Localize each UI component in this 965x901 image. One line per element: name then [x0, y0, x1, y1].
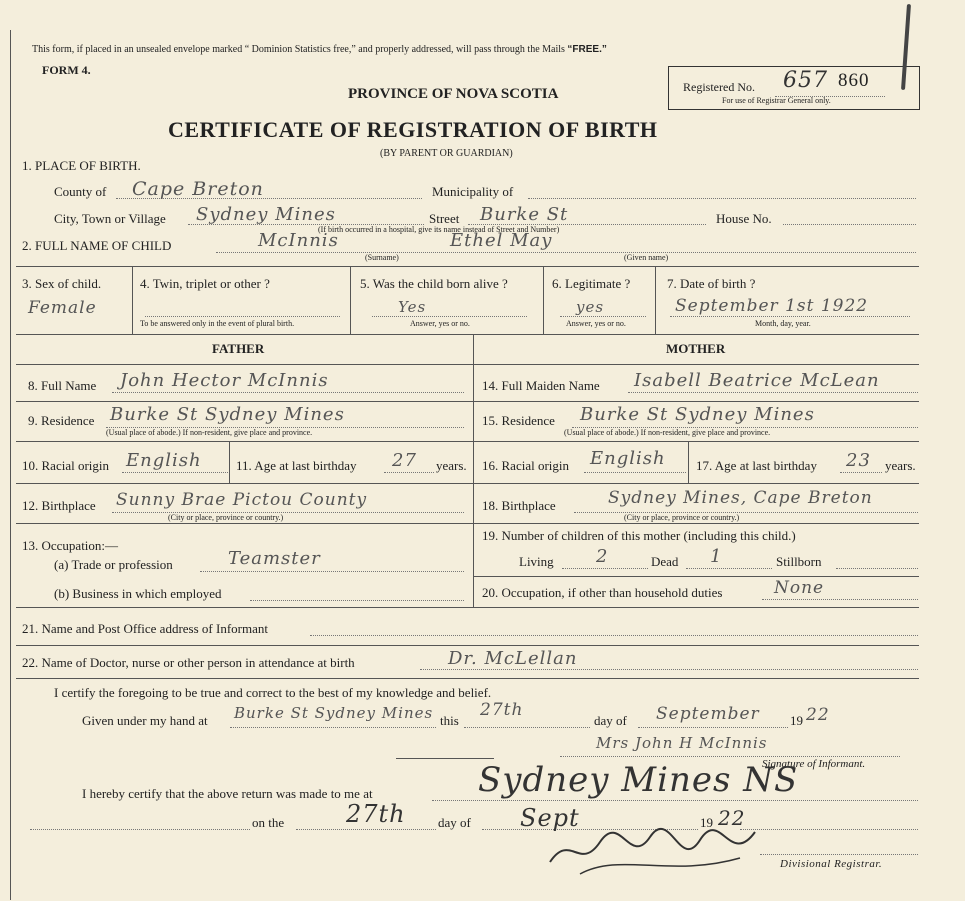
legitimate-value: yes	[576, 298, 605, 316]
alive-label: 5. Was the child born alive ?	[360, 276, 508, 291]
father-race-label: 10. Racial origin	[22, 458, 110, 473]
sex-value: Female	[28, 298, 97, 318]
left-border	[10, 30, 11, 900]
mother-name-value: Isabell Beatrice McLean	[634, 370, 880, 391]
registrar-general-note: For use of Registrar General only.	[722, 96, 831, 105]
living-label: Living	[519, 554, 554, 569]
mother-birthplace-value: Sydney Mines, Cape Breton	[608, 488, 873, 508]
mother-heading: MOTHER	[666, 341, 726, 356]
county-label: County of	[54, 184, 107, 199]
informant-signature: Mrs John H McInnis	[596, 734, 768, 752]
mother-years-label: years.	[885, 458, 916, 473]
street-value: Burke St	[480, 204, 569, 225]
free-label: “FREE.”	[567, 44, 607, 55]
sex-label: 3. Sex of child.	[22, 276, 102, 291]
father-years-label: years.	[436, 458, 467, 473]
county-value: Cape Breton	[132, 178, 264, 200]
registrar-year-value: 22	[718, 806, 746, 830]
dob-label: 7. Date of birth ?	[667, 276, 756, 291]
mail-notice-text: This form, if placed in an unsealed envelope marked “ Dominion Statistics free,” and properly addressed, will pass through the Mails	[32, 44, 565, 55]
child-given-name: Ethel May	[450, 230, 553, 251]
mother-birthplace-label: 18. Birthplace	[482, 498, 556, 513]
this-label: this	[440, 713, 459, 728]
city-value: Sydney Mines	[196, 204, 336, 225]
given-day-value: 27th	[480, 700, 524, 720]
mother-race-value: English	[590, 448, 666, 469]
on-the-label: on the	[252, 815, 285, 830]
occupation-label: 13. Occupation:—	[22, 538, 119, 553]
city-label: City, Town or Village	[54, 211, 166, 226]
certificate-subtitle: (BY PARENT OR GUARDIAN)	[380, 148, 513, 159]
father-heading: FATHER	[212, 341, 265, 356]
registrar-signature	[540, 812, 770, 882]
trade-value: Teamster	[228, 548, 321, 569]
mother-occupation-value: None	[774, 578, 825, 598]
registered-label: Registered No.	[683, 80, 755, 94]
street-label: Street	[429, 211, 460, 226]
mother-occupation-label: 20. Occupation, if other than household duties	[482, 585, 723, 600]
father-name-value: John Hector McInnis	[120, 370, 329, 391]
mother-age-label: 17. Age at last birthday	[696, 458, 817, 473]
father-residence-note: (Usual place of abode.) If non-resident, give place and province.	[106, 428, 313, 437]
doctor-label: 22. Name of Doctor, nurse or other person in attendance at birth	[22, 655, 355, 670]
twin-label: 4. Twin, triplet or other ?	[140, 276, 270, 291]
registrar-day-of-label: day of	[438, 815, 471, 830]
trade-label: (a) Trade or profession	[54, 557, 173, 572]
house-number-label: House No.	[716, 211, 772, 226]
given-year-value: 22	[806, 705, 830, 725]
dead-value: 1	[710, 546, 723, 567]
given-place-value: Burke St Sydney Mines	[234, 704, 434, 722]
surname-caption: (Surname)	[365, 253, 399, 262]
father-name-label: 8. Full Name	[28, 378, 97, 393]
father-birthplace-note: (City or place, province or country.)	[168, 513, 284, 522]
alive-value: Yes	[398, 298, 427, 316]
dob-value: September 1st 1922	[675, 296, 869, 316]
form-number: FORM 4.	[42, 63, 91, 77]
legitimate-note: Answer, yes or no.	[566, 319, 626, 328]
doctor-value: Dr. McLellan	[448, 648, 578, 669]
father-age-value: 27	[392, 450, 417, 471]
twin-note: To be answered only in the event of plural birth.	[140, 319, 295, 328]
registered-number-printed: 860	[838, 70, 870, 91]
dead-label: Dead	[651, 554, 679, 569]
informant-signature-caption: Signature of Informant.	[762, 758, 866, 770]
given-name-caption: (Given name)	[624, 253, 669, 262]
registrar-day-value: 27th	[346, 800, 406, 828]
registrar-certify-text: I hereby certify that the above return was made to me at	[82, 786, 373, 801]
father-race-value: English	[126, 450, 202, 471]
hospital-note: (If birth occurred in a hospital, give its name instead of Street and Number)	[318, 225, 560, 234]
divisional-registrar-caption: Divisional Registrar.	[780, 858, 883, 870]
business-label: (b) Business in which employed	[54, 586, 222, 601]
registrar-year-prefix: 19	[700, 815, 713, 830]
mother-residence-label: 15. Residence	[482, 413, 555, 428]
given-under-hand-label: Given under my hand at	[82, 713, 208, 728]
informant-certify-text: I certify the foregoing to be true and correct to the best of my knowledge and belief.	[54, 685, 492, 700]
place-of-birth-heading: 1. PLACE OF BIRTH.	[22, 158, 141, 173]
municipality-label: Municipality of	[432, 184, 514, 199]
mail-notice	[32, 44, 607, 55]
legitimate-label: 6. Legitimate ?	[552, 276, 631, 291]
child-surname: McInnis	[258, 230, 339, 251]
dob-note: Month, day, year.	[755, 319, 811, 328]
father-residence-label: 9. Residence	[28, 413, 95, 428]
father-residence-value: Burke St Sydney Mines	[110, 404, 345, 425]
mother-name-label: 14. Full Maiden Name	[482, 378, 600, 393]
stillborn-label: Stillborn	[776, 554, 822, 569]
mother-birthplace-note: (City or place, province or country.)	[624, 513, 740, 522]
mother-residence-note: (Usual place of abode.) If non-resident, give place and province.	[564, 428, 771, 437]
day-of-label: day of	[594, 713, 627, 728]
registered-number-hand: 657	[783, 68, 828, 93]
registrar-place-value: Sydney Mines NS	[478, 760, 799, 800]
informant-address-label: 21. Name and Post Office address of Informant	[22, 621, 268, 636]
mother-race-label: 16. Racial origin	[482, 458, 570, 473]
father-birthplace-value: Sunny Brae Pictou County	[116, 490, 368, 510]
given-month-value: September	[656, 704, 760, 724]
alive-note: Answer, yes or no.	[410, 319, 470, 328]
registrar-month-value: Sept	[520, 804, 580, 832]
mother-residence-value: Burke St Sydney Mines	[580, 404, 815, 425]
certificate-title: CERTIFICATE OF REGISTRATION OF BIRTH	[168, 117, 658, 142]
living-value: 2	[596, 546, 609, 567]
mother-age-value: 23	[846, 450, 871, 471]
child-name-label: 2. FULL NAME OF CHILD	[22, 238, 172, 253]
father-birthplace-label: 12. Birthplace	[22, 498, 96, 513]
year-prefix: 19	[790, 713, 803, 728]
province-heading: PROVINCE OF NOVA SCOTIA	[348, 86, 559, 102]
children-count-label: 19. Number of children of this mother (including this child.)	[482, 528, 796, 543]
father-age-label: 11. Age at last birthday	[236, 458, 357, 473]
